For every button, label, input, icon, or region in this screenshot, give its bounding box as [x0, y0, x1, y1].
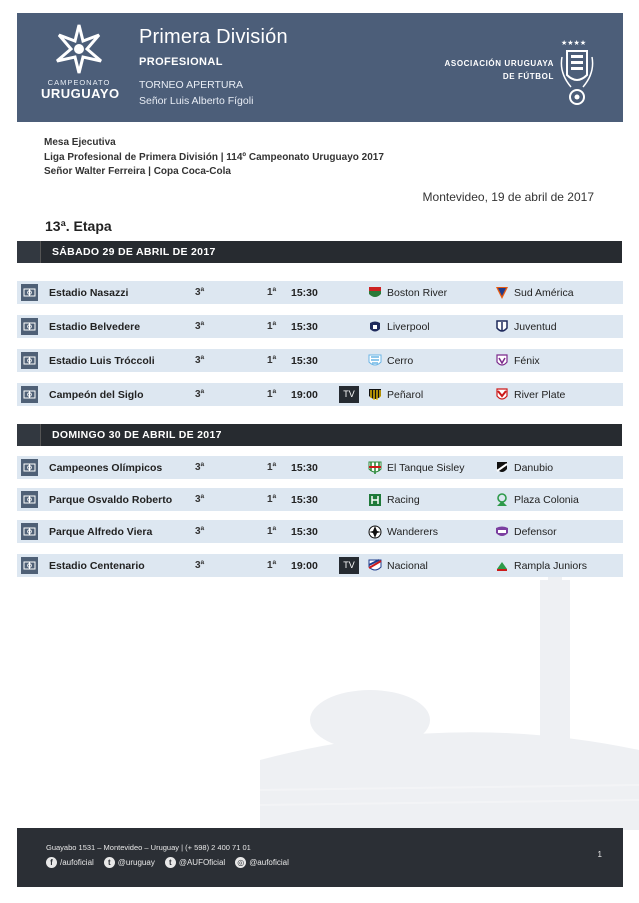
- intro-line-1: Mesa Ejecutiva: [44, 137, 116, 148]
- page-title: Primera División: [139, 26, 288, 48]
- team-shield-icon: [495, 388, 509, 402]
- venue-name: Campeones Olímpicos: [49, 462, 163, 474]
- home-team-name: Nacional: [387, 559, 428, 572]
- pitch-icon: [21, 352, 38, 369]
- kickoff-time: 15:30: [291, 355, 318, 367]
- home-team: [368, 318, 430, 335]
- svg-text:★★★★: ★★★★: [561, 39, 587, 47]
- pitch-icon: [21, 318, 38, 335]
- home-team: [368, 557, 428, 574]
- match-row: [17, 315, 623, 338]
- away-team-name: Fénix: [514, 354, 540, 367]
- round-label: 3ª: [195, 389, 205, 400]
- kickoff-time: 15:30: [291, 287, 318, 299]
- day-header-sunday: [17, 424, 622, 446]
- team-shield-icon: [368, 525, 382, 539]
- home-team-name: Cerro: [387, 354, 414, 367]
- auf-crest-icon: [559, 37, 595, 109]
- day-header-saturday: [17, 241, 622, 263]
- home-team: [368, 459, 464, 476]
- home-team-name: Racing: [387, 493, 420, 506]
- team-shield-icon: [368, 559, 382, 573]
- division-label: 1ª: [267, 462, 277, 473]
- match-row: [17, 349, 623, 372]
- page-number: 1: [597, 850, 602, 859]
- team-shield-icon: [495, 286, 509, 300]
- away-team-name: River Plate: [514, 388, 566, 401]
- away-team: [495, 284, 574, 301]
- pitch-icon: [21, 459, 38, 476]
- twitter-icon: t: [165, 857, 176, 868]
- team-shield-icon: [495, 525, 509, 539]
- twitter-icon: t: [104, 857, 115, 868]
- home-team: [368, 284, 447, 301]
- away-team: [495, 459, 553, 476]
- home-team-name: Peñarol: [387, 388, 424, 401]
- day-label: SÁBADO 29 DE ABRIL DE 2017: [52, 246, 216, 258]
- away-team-name: Sud América: [514, 286, 574, 299]
- pitch-icon: [21, 557, 38, 574]
- away-team-name: Rampla Juniors: [514, 559, 587, 572]
- division-label: 1ª: [267, 560, 277, 571]
- team-shield-icon: [368, 320, 382, 334]
- team-shield-icon: [368, 286, 382, 300]
- date-line: Montevideo, 19 de abril de 2017: [422, 190, 594, 204]
- tournament-person: Señor Luis Alberto Fígoli: [139, 95, 254, 107]
- away-team: [495, 352, 540, 369]
- venue-name: Estadio Belvedere: [49, 321, 141, 333]
- intro-block: [44, 136, 384, 180]
- campeonato-uruguayo-logo: [41, 21, 120, 117]
- away-team-name: Danubio: [514, 461, 554, 474]
- star-logo-icon: [51, 21, 107, 77]
- kickoff-time: 19:00: [291, 389, 318, 401]
- division-label: 1ª: [267, 389, 277, 400]
- stage-title: 13ª. Etapa: [45, 218, 112, 234]
- division-label: 1ª: [267, 355, 277, 366]
- home-team-name: Boston River: [387, 286, 448, 299]
- team-shield-icon: [368, 461, 382, 475]
- association-name: [445, 57, 555, 83]
- day-label: DOMINGO 30 DE ABRIL DE 2017: [52, 429, 222, 441]
- team-shield-icon: [495, 559, 509, 573]
- tv-badge: TV: [339, 386, 359, 403]
- venue-name: Campeón del Siglo: [49, 389, 144, 401]
- twitter-link[interactable]: t @uruguay: [104, 857, 155, 868]
- match-row: [17, 520, 623, 543]
- association-line-1: ASOCIACIÓN URUGUAYA: [444, 59, 554, 68]
- pitch-icon: [21, 491, 38, 508]
- match-row: [17, 488, 623, 511]
- association-line-2: DE FÚTBOL: [502, 72, 554, 81]
- team-shield-icon: [495, 320, 509, 334]
- page-header: [17, 13, 623, 122]
- page-subtitle: PROFESIONAL: [139, 56, 223, 68]
- kickoff-time: 15:30: [291, 526, 318, 538]
- pitch-icon: [21, 284, 38, 301]
- pitch-icon: [21, 386, 38, 403]
- match-row: [17, 456, 623, 479]
- away-team-name: Defensor: [514, 525, 557, 538]
- division-label: 1ª: [267, 494, 277, 505]
- team-shield-icon: [368, 493, 382, 507]
- venue-name: Parque Osvaldo Roberto: [49, 494, 173, 506]
- away-team-name: Juventud: [514, 320, 557, 333]
- venue-name: Parque Alfredo Viera: [49, 526, 153, 538]
- page-footer: [17, 828, 623, 887]
- tv-badge: TV: [339, 557, 359, 574]
- home-team-name: Liverpool: [387, 320, 430, 333]
- kickoff-time: 19:00: [291, 560, 318, 572]
- team-shield-icon: [368, 354, 382, 368]
- team-shield-icon: [495, 461, 509, 475]
- team-shield-icon: [495, 493, 509, 507]
- round-label: 3ª: [195, 321, 205, 332]
- match-row: [17, 281, 623, 304]
- venue-name: Estadio Centenario: [49, 560, 145, 572]
- away-team: [495, 318, 557, 335]
- kickoff-time: 15:30: [291, 462, 318, 474]
- venue-name: Estadio Nasazzi: [49, 287, 129, 299]
- home-team-name: El Tanque Sisley: [387, 461, 465, 474]
- home-team: [368, 491, 420, 508]
- division-label: 1ª: [267, 321, 277, 332]
- division-label: 1ª: [267, 287, 277, 298]
- kickoff-time: 15:30: [291, 321, 318, 333]
- tournament-name: TORNEO APERTURA: [139, 79, 244, 91]
- away-team-name: Plaza Colonia: [514, 493, 579, 506]
- footer-address: Guayabo 1531 – Montevideo – Uruguay | (+ 598) 2 400 71 01: [46, 843, 251, 852]
- kickoff-time: 15:30: [291, 494, 318, 506]
- away-team: [495, 557, 587, 574]
- match-row: [17, 383, 623, 406]
- logo-caption: CAMPEONATO: [47, 78, 111, 87]
- pitch-icon: [21, 523, 38, 540]
- instagram-icon: ◎: [235, 857, 246, 868]
- away-team: [495, 491, 579, 508]
- round-label: 3ª: [195, 494, 205, 505]
- intro-line-3: Señor Walter Ferreira | Copa Coca-Cola: [44, 166, 231, 177]
- match-row: [17, 554, 623, 577]
- round-label: 3ª: [195, 526, 205, 537]
- away-team: [495, 523, 557, 540]
- facebook-link[interactable]: f /aufoficial: [46, 857, 94, 868]
- venue-name: Estadio Luis Tróccoli: [49, 355, 155, 367]
- round-label: 3ª: [195, 560, 205, 571]
- twitter-link-2[interactable]: t @AUFOficial: [165, 857, 225, 868]
- division-label: 1ª: [267, 526, 277, 537]
- instagram-link[interactable]: ◎ @aufoficial: [237, 858, 289, 867]
- team-shield-icon: [495, 354, 509, 368]
- team-shield-icon: [368, 388, 382, 402]
- home-team: [368, 386, 423, 403]
- round-label: 3ª: [195, 287, 205, 298]
- round-label: 3ª: [195, 462, 205, 473]
- facebook-icon: f: [46, 857, 57, 868]
- stadium-background-image: [260, 560, 639, 830]
- home-team-name: Wanderers: [387, 525, 438, 538]
- intro-line-2: Liga Profesional de Primera División | 114º Campeonato Uruguayo 2017: [44, 151, 384, 163]
- social-links: [46, 857, 299, 868]
- logo-name: URUGUAYO: [41, 86, 120, 101]
- away-team: [495, 386, 565, 403]
- home-team: [368, 352, 413, 369]
- home-team: [368, 523, 438, 540]
- round-label: 3ª: [195, 355, 205, 366]
